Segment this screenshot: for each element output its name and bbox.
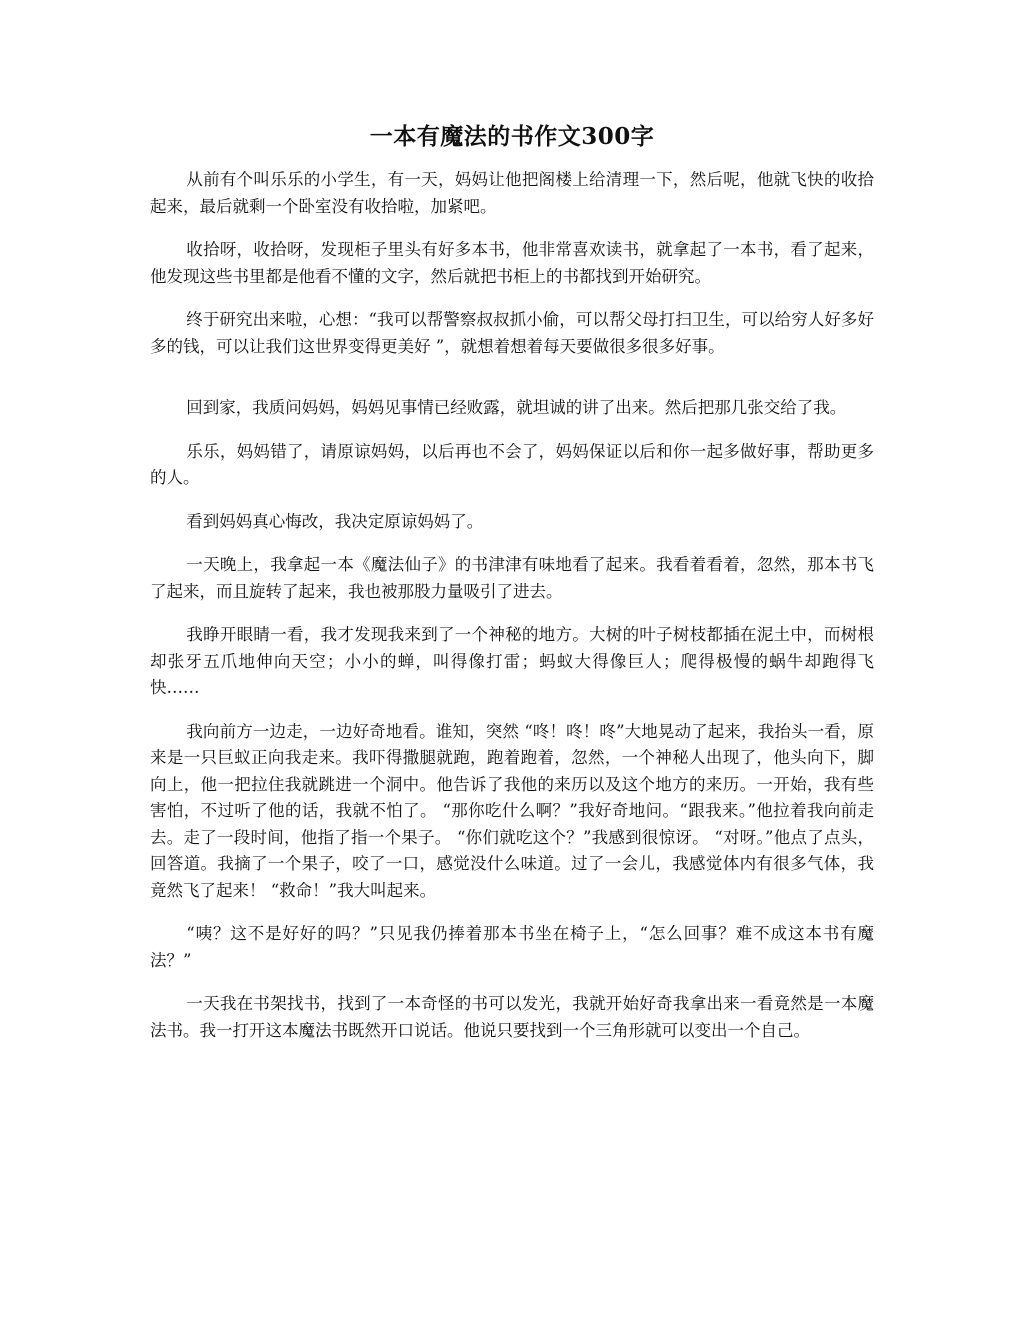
paragraph-8: 我睁开眼睛一看，我才发现我来到了一个神秘的地方。大树的叶子树枝都插在泥土中，而树根却张牙五爪地伸向天空；小小的蝉，叫得像打雷；蚂蚁大得像巨人；爬得极慢的蜗牛却跑得飞快……	[150, 625, 874, 697]
paragraph-7: 一天晚上，我拿起一本《魔法仙子》的书津津有味地看了起来。我看着看着，忽然，那本书飞了起来，而且旋转了起来，我也被那股力量吸引了进去。	[150, 555, 874, 601]
paragraph-3: 终于研究出来啦，心想：“我可以帮警察叔叔抓小偷，可以帮父母打扫卫生，可以给穷人好多好多的钱，可以让我们这世界变得更美好 ”，就想着想着每天要做很多很多好事。	[150, 310, 874, 356]
paragraph-11: 一天我在书架找书，找到了一本奇怪的书可以发光，我就开始好奇我拿出来一看竟然是一本魔法书。我一打开这本魔法书既然开口说话。他说只要找到一个三角形就可以变出一个自己。	[150, 994, 874, 1040]
paragraph-10: “咦？这不是好好的吗？”只见我仍捧着那本书坐在椅子上，“怎么回事？难不成这本书有魔法？”	[150, 924, 874, 970]
document-page	[150, 118, 874, 1061]
document-title: 一本有魔法的书作文300字	[369, 123, 655, 150]
paragraph-9: 我向前方一边走，一边好奇地看。谁知，突然 “咚！咚！咚”大地晃动了起来，我抬头一看，原来是一只巨蚁正向我走来。我吓得撒腿就跑，跑着跑着，忽然，一个神秘人出现了，他头向下，脚向上，他一把拉住我就跳进一个洞中。他告诉了我他的来历以及这个地方的来历。一开始，我有些害怕，不过听了他的话，我就不怕了。 “那你吃什么啊？”我好奇地问。“跟我来。”他拉着我向前走去。走了一段时间，他指了指一个果子。 “你们就吃这个？”我感到很惊讶。 “对呀。”他点了点头，回答道。我摘了一个果子，咬了一口，感觉没什么味道。过了一会儿，我感觉体内有很多气体，我竟然飞了起来！ “救命！”我大叫起来。	[150, 721, 874, 900]
paragraph-1: 从前有个叫乐乐的小学生，有一天，妈妈让他把阁楼上给清理一下，然后呢，他就飞快的收拾起来，最后就剩一个卧室没有收拾啦，加紧吧。	[150, 170, 874, 216]
paragraph-5: 乐乐，妈妈错了，请原谅妈妈，以后再也不会了，妈妈保证以后和你一起多做好事，帮助更多的人。	[150, 441, 874, 487]
paragraph-6: 看到妈妈真心悔改，我决定原谅妈妈了。	[186, 511, 484, 531]
paragraph-4: 回到家，我质问妈妈，妈妈见事情已经败露，就坦诚的讲了出来。然后把那几张交给了我。	[186, 398, 847, 417]
paragraph-2: 收拾呀，收拾呀，发现柜子里头有好多本书，他非常喜欢读书，就拿起了一本书，看了起来，他发现这些书里都是他看不懂的文字，然后就把书柜上的书都找到开始研究。	[150, 240, 874, 286]
